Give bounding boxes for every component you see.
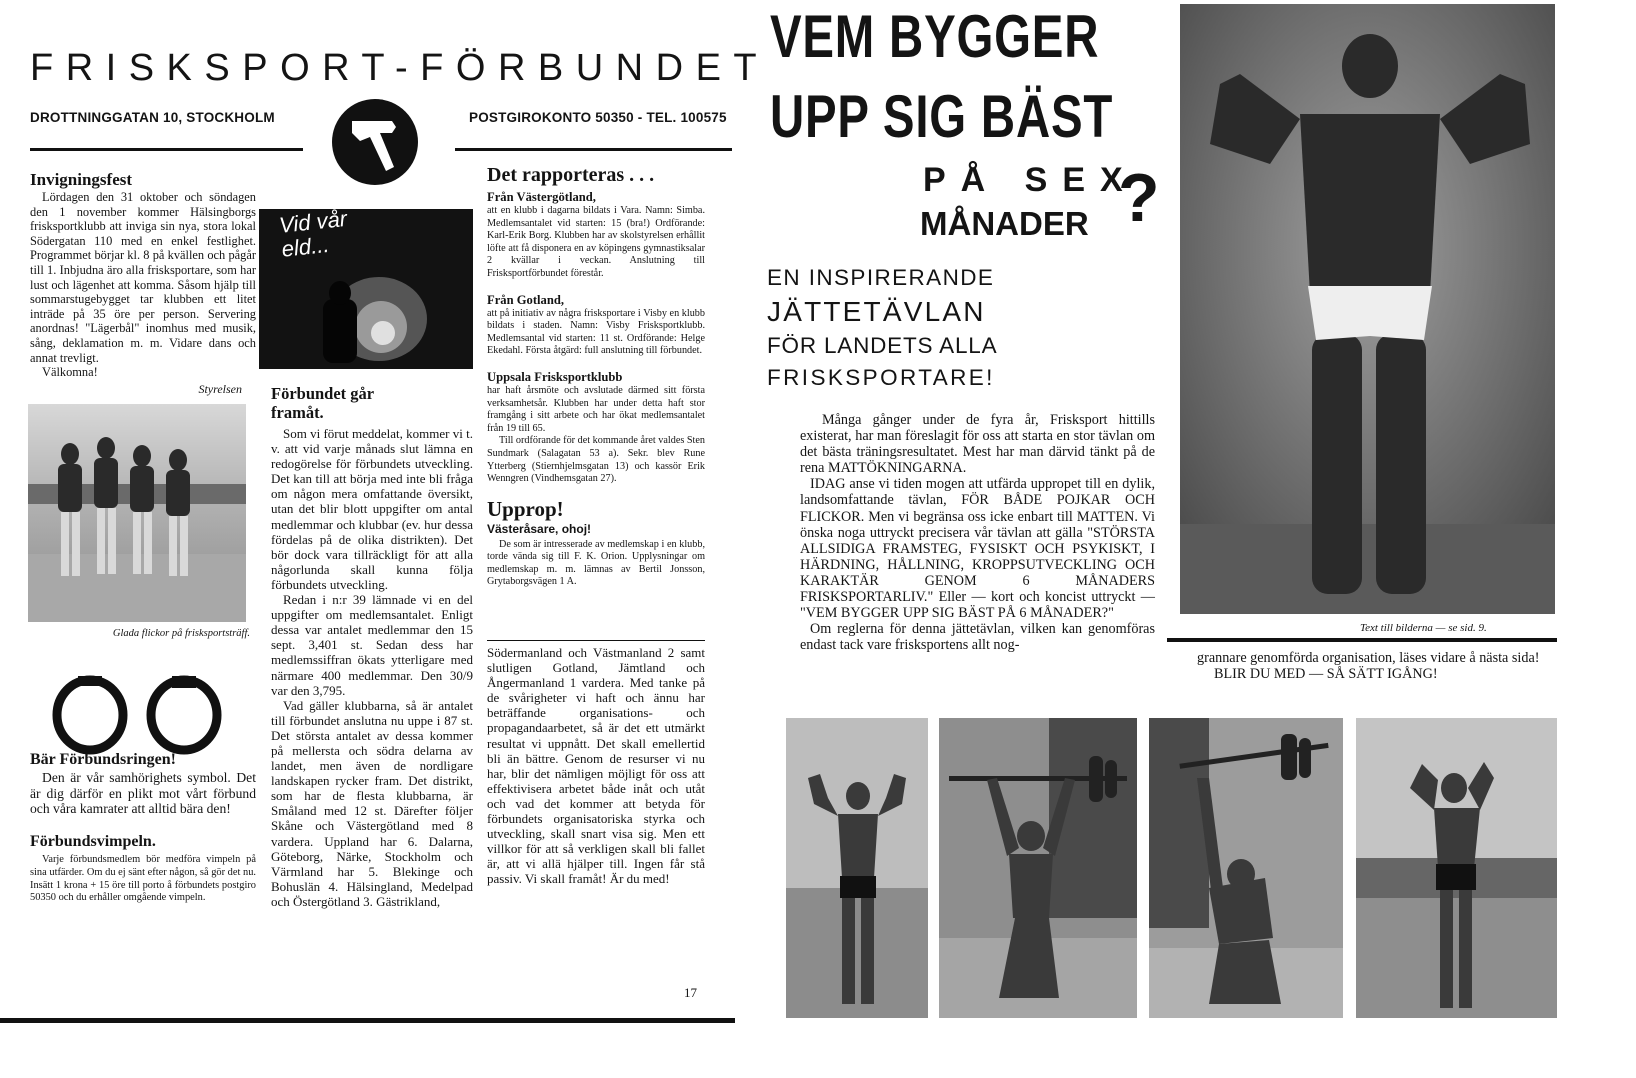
continuation-text: Södermanland och Västmanland 2 samt slutligen Gotland, Jämtland och Ångermanland 1 vardera. Med tanke på de svårigheter vi haft och ännu har beträffande organisations- och propagandaarbetet, så är det ett utmärkt resultat vi uppnått. Det skall emellertid bli än bättre. Genom de resurser vi nu har, blir det nämligen möjligt för oss att effektivisera arbetet både inåt och utåt och vad det kommer att betyda för förbundets organisatoriska styrka och utveckling, skall snart visa sig. Men ett villkor för att så verkligen skall bli fallet är, att vi allä hjälper till. Ingen får stå passiv. Vi skall framåt! Är du med! [487,645,705,887]
rapporteras-item-body-2: Till ordförande för det kommande året valdes Sten Sundmark (Salagatan 53 a). Sekr. blev Rune Ytterberg (Stiernhjelmsgatan 13) och kassör Erik Wenngren (Vindhemsgatan 27). [487,435,705,485]
invigningsfest-signature: Styrelsen [198,381,242,396]
intro-section [800,412,1155,653]
ringen-heading: Bär Förbundsringen! [30,751,176,768]
invigningsfest-body: Lördagen den 31 oktober och söndagen den 1 november kommer Hälsingborgs frisksportklubb att inviga sin nya, stora lokal Södergatan 110 med en enkel festlighet. Programmet börjar kl. 8 på kvällen och pågår till 1. Inbjudna äro alla frisksportare, som har lust och lägenhet att komma. Såsom hjälp till sommarstugebygget tar klubben ett litet inträde på 35 öre per person. Servering anordnas! "Lägerbål" inomhus med musik, sång, deklamation m. m. Vidare dans och annat trevligt. [30,190,256,365]
vimpeln-section [30,832,256,905]
photo-man-posing [1356,718,1557,1018]
rapporteras-item-body: att en klubb i dagarna bildats i Vara. Namn: Simba. Medlemsantalet vid starten: 15 (bra!) Ordförande: Karl-Erik Borg. Klubben har av skolstyrelsen erhållit löfte att få disponera en av köpingens gymnastiksalar 2 kvällar i veckan. Anslutning till Frisksportförbundet förestår. [487,205,705,279]
forbundet-p3: Vad gäller klubbarna, så är antalet till förbundet anslutna nu uppe i 87 st. Det största antalet av dessa kommer på mellersta och södra delarna av landet, men även de nordligare landskapen rycker fram. Det distrikt, som har de flesta klubbarna, är Småland med 12 st. Därefter följer Skåne och Västergötland med 8 vardera. Uppland har 6. Dalarna, Göteborg, Närke, Stockholm och Värmland har 5. Blekinge och Bohuslän 4. Hälsingland, Medelpad och Östergötland 3. Gästrikland, [271,697,473,909]
photo-girls [28,404,246,622]
forbundet-heading-2: framåt. [271,403,324,422]
subheadline-line-4: FRISKSPORTARE! [767,365,995,390]
intro-p3: Om reglerna för denna jättetävlan, vilken kan genomföras endast tack vare frisksportens allt nog- [800,621,1155,654]
page-bottom-rule [0,1018,735,1023]
subheadline-line-1: EN INSPIRERANDE [767,265,995,290]
continuation-right-text: grannare genomförda organisation, läses vidare å nästa sida! [1197,650,1540,666]
forbundet-section [271,384,473,909]
invigningsfest-welcome: Välkomna! [42,365,98,380]
continuation-right [1197,650,1557,683]
photo-man-barbell-press [939,718,1137,1018]
masthead-address: DROTTNINGGATAN 10, STOCKHOLM [30,110,275,125]
photo-man-one-arm-lift [1149,718,1343,1018]
vid-var-eld-text: Vid vår eld... [277,205,349,262]
hammer-emblem-icon [330,97,420,187]
page-number: 17 [684,985,697,1000]
rapporteras-section [487,162,705,589]
caption-rule [1167,638,1557,642]
upprop-body: De som är intresserade av medlemskap i en klubb, torde vända sig till F. K. Orion. Upplysningar om medlemskap m. m. lämnas av Bertil Jonsson, Grytaborgsvägen 1 A. [487,538,705,588]
upprop-subheading: Västeråsare, ohoj! [487,521,592,536]
vimpeln-heading: Förbundsvimpeln. [30,833,156,850]
headline-line-4: MÅNADER [920,205,1089,242]
continuation-rule [487,640,705,641]
intro-p1: Många gånger under de fyra år, Frisksport hittills existerat, har man föreslagit för oss att starta en stor tävlan om det bästa träningsresultatet. Mest har man därvid tänkt på de rena MATTÖKNINGARNA. [800,412,1155,477]
rapporteras-item-body: att på initiativ av några frisksportare i Visby en klubb bildats i staden. Namn: Visby Frisksportklubb. Medlemsantal vid starten: 11 st. Ordförande: Helge Ekedahl. Första åtgärd: full anslutning till förbundet. [487,307,705,357]
upprop-heading: Upprop! [487,496,564,521]
invigningsfest-heading: Invigningsfest [30,170,133,189]
subheadline [767,262,1147,394]
headline-line-2: UPP SIG BÄST [770,83,1114,150]
forbundet-p2: Redan i n:r 39 lämnade vi en del uppgifter om medlemsantalet. Enligt dessa var antalet medlemmar den 15 sept. 3,401 st. Sedan dess har medlemssiffran ökats ytterligare med närmare 400 medlemmar. Den 30/9 var den 3,795. [271,592,473,698]
masthead-postgiro: POSTGIROKONTO 50350 - TEL. 100575 [469,110,727,125]
photo-man-flexing [786,718,928,1018]
invigningsfest-section [30,170,256,397]
closing-text: BLIR DU MED — SÅ SÄTT IGÅNG! [1214,666,1438,682]
rings-icon [50,670,230,755]
headline-question-mark: ? [1118,160,1160,236]
ringen-body: Den är vår samhörighets symbol. Det är dig därför en plikt mot vårt förbund och våra kamrater att alltid bära den! [30,770,256,817]
masthead-title: FRISKSPORT-FÖRBUNDET [30,47,770,89]
masthead-rule-right [455,148,732,151]
masthead-rule-left [30,148,303,151]
intro-p2: IDAG anse vi tiden mogen att utfärda uppropet till en dylik, landsomfattande tävlan, FÖR BÅDE POJKAR OCH FLICKOR. Men vi begränsa oss icke enbart till MATTEN. Vi önska noga uttryckt precisera vår tävlan att gälla "STÖRSTA ALLSIDIGA FRAMSTEG, FYSISKT OCH PSYKISKT, I HÄRDNING, HÅLLNING, KROPPSUTVECKLING OCH KARAKTÄR GENOM 6 MÅNADERS FRISKSPORTARLIV." Eller — kort och koncist uttryckt — "VEM BYGGER UPP SIG BÄST PÅ 6 MÅNADER?" [800,476,1155,622]
continuation-section [487,645,705,887]
ringen-section [30,750,256,817]
headline-line-1: VEM BYGGER [770,3,1100,70]
rapporteras-heading: Det rapporteras . . . [487,164,655,186]
headline-line-3: PÅ SEX [923,161,1138,199]
vimpeln-body: Varje förbundsmedlem bör medföra vimpeln på sina utfärder. Om du ej sänt efter någon, så gör det nu. Insätt 1 krona + 15 öre till porto å förbundets postgiro 50350 och du erhåller omgående vimpeln. [30,854,256,904]
subheadline-line-2: JÄTTETÄVLAN [767,296,986,327]
photo-caption: Text till bilderna — se sid. 9. [1360,622,1487,634]
rapporteras-item-title: Uppsala Frisksportklubb [487,369,623,384]
rapporteras-item-title: Från Gotland, [487,292,564,307]
rapporteras-item-body: har haft årsmöte och avslutade därmed sitt första verksamhetsår. Klubben har under detta haft stor framgång i sitt arbete och har ökat medlemsantalet från 19 till 65. [487,384,705,434]
subheadline-line-3: FÖR LANDETS ALLA [767,333,998,358]
rapporteras-item-title: Från Västergötland, [487,190,596,204]
forbundet-heading-1: Förbundet går [271,384,375,403]
forbundet-p1: Som vi förut meddelat, kommer vi t. v. att vid varje månads slut lämna en redogörelse för förbundets utveckling. Det kan till att börja med inte bli fråga om någon mera omfattande översikt, utan det blir blott uppgifter om antal medlemmar och klubbar (ev. hur dessa fördelas på de olika distrikten). Det bör dock vara tillräckligt för att alla någorlunda skall kunna följa förbundets utveckling. [271,426,473,592]
photo-bodybuilder-back [1180,4,1555,614]
photo-girls-caption: Glada flickor på frisksportsträff. [112,628,250,639]
